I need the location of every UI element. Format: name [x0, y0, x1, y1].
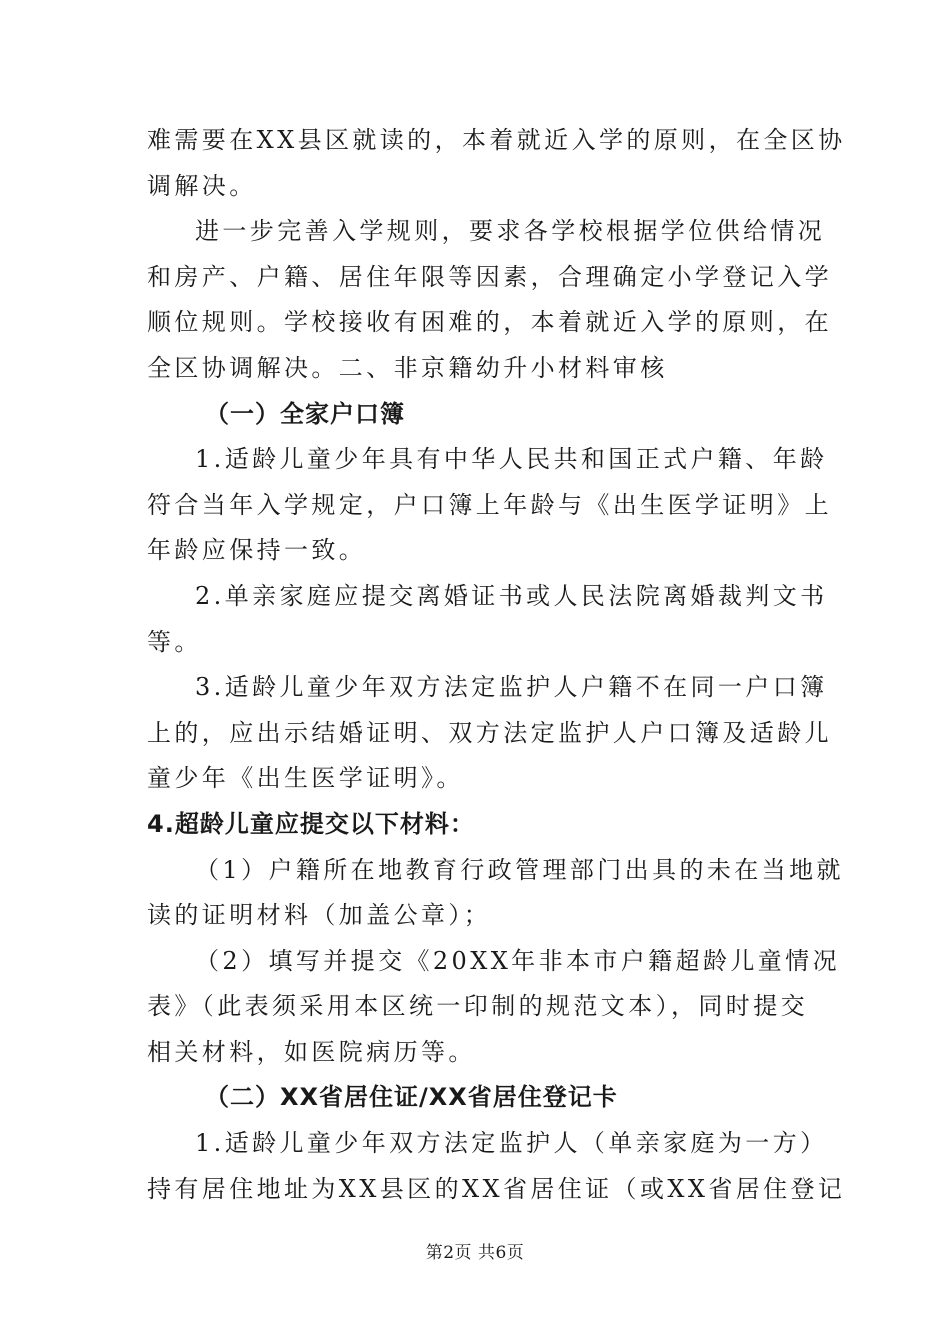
paragraph-line: 读的证明材料（加盖公章）；: [147, 901, 492, 930]
paragraph-line: 童少年《出生医学证明》。: [147, 764, 464, 793]
paragraph-line: 3.适龄儿童少年双方法定监护人户籍不在同一户口簿: [195, 673, 828, 702]
bold-subheading: 4.超龄儿童应提交以下材料：: [147, 809, 475, 838]
paragraph-line: 调解决。: [147, 171, 257, 200]
paragraph-line: （1）户籍所在地教育行政管理部门出具的未在当地就: [195, 855, 844, 884]
paragraph-line: 上的，应出示结婚证明、双方法定监护人户口簿及适龄儿: [147, 718, 832, 747]
paragraph-line: （2）填写并提交《20XX年非本市户籍超龄儿童情况: [195, 946, 840, 975]
paragraph-line: 难需要在XX县区就读的，本着就近入学的原则，在全区协: [147, 126, 846, 154]
paragraph-line: 和房产、户籍、居住年限等因素，合理确定小学登记入学: [147, 262, 832, 291]
document-body: [147, 118, 846, 1212]
paragraph-line: 顺位规则。学校接收有困难的，本着就近入学的原则，在: [147, 308, 832, 337]
paragraph-line: 全区协调解决。二、非京籍幼升小材料审核: [147, 353, 668, 382]
paragraph-line: 进一步完善入学规则，要求各学校根据学位供给情况: [195, 217, 826, 246]
page-footer: 第2页 共6页: [425, 1243, 525, 1263]
section-heading: （一）全家户口簿: [205, 399, 405, 428]
paragraph-line: 持有居住地址为XX县区的XX省居住证（或XX省居住登记: [147, 1174, 846, 1203]
paragraph-line: 1.适龄儿童少年双方法定监护人（单亲家庭为一方）: [195, 1129, 828, 1158]
paragraph-line: 2.单亲家庭应提交离婚证书或人民法院离婚裁判文书: [195, 581, 828, 610]
paragraph-line: 等。: [147, 627, 202, 656]
paragraph-line: 年龄应保持一致。: [147, 536, 367, 565]
section-heading: （二）XX省居住证/XX省居住登记卡: [205, 1083, 618, 1112]
paragraph-line: 符合当年入学规定，户口簿上年龄与《出生医学证明》上: [147, 490, 832, 519]
paragraph-line: 1.适龄儿童少年具有中华人民共和国正式户籍、年龄: [195, 445, 828, 474]
paragraph-line: 表》（此表须采用本区统一印制的规范文本），同时提交: [147, 992, 808, 1021]
paragraph-line: 相关材料，如医院病历等。: [147, 1037, 476, 1066]
